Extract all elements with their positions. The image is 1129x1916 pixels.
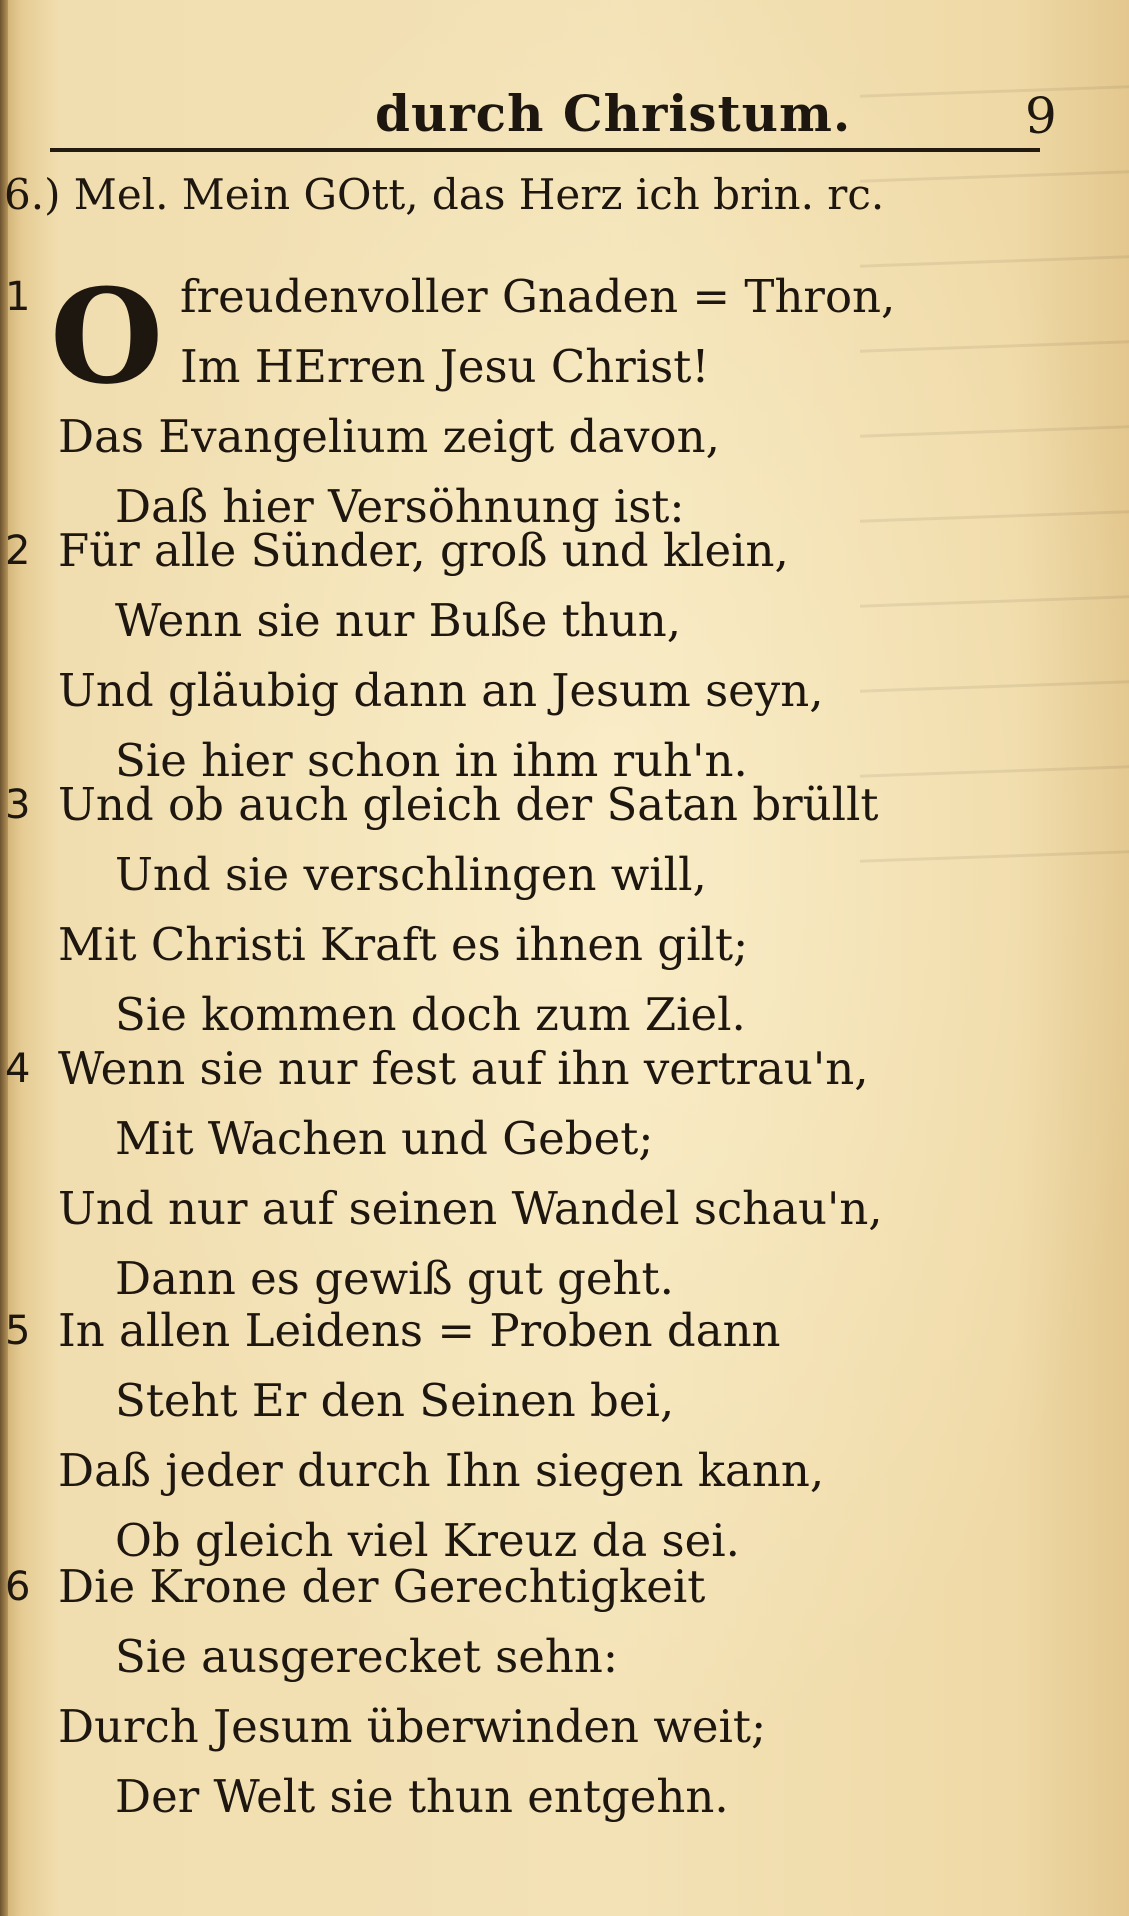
stanza-number: 5 (5, 1308, 31, 1354)
stanza-line: Und gläubig dann an Jesum seyn, (58, 664, 824, 717)
stanza-line: Dann es gewiß gut geht. (115, 1252, 674, 1305)
page-header (50, 82, 1057, 152)
stanza-number: 3 (5, 782, 31, 828)
stanza-line: Und sie verschlingen will, (115, 848, 707, 901)
stanza-line: Ob gleich viel Kreuz da sei. (115, 1514, 740, 1567)
page-number: 9 (1025, 87, 1057, 145)
stanza-line: Und nur auf seinen Wandel schau'n, (58, 1182, 883, 1235)
stanza-line: Mit Wachen und Gebet; (115, 1112, 654, 1165)
stanza-line: Wenn sie nur Buße thun, (115, 594, 682, 647)
drop-cap: O (50, 260, 164, 413)
stanza-line: Und ob auch gleich der Satan brüllt (58, 778, 879, 831)
stanza-number: 2 (5, 528, 31, 574)
running-title: durch Christum. (375, 84, 852, 143)
stanza-number: 6 (5, 1564, 31, 1610)
stanza-line: Steht Er den Seinen bei, (115, 1374, 675, 1427)
stanza-line: Daß jeder durch Ihn siegen kann, (58, 1444, 825, 1497)
stanza-line: Mit Christi Kraft es ihnen gilt; (58, 918, 749, 971)
stanza-line: Im HErren Jesu Christ! (180, 340, 710, 393)
stanza-line: Das Evangelium zeigt davon, (58, 410, 720, 463)
stanza-line: Die Krone der Gerechtigkeit (58, 1560, 706, 1613)
stanza-line: In allen Leidens = Proben dann (58, 1304, 781, 1357)
stanza-line: Sie hier schon in ihm ruh'n. (115, 734, 748, 787)
stanza-number: 1 (5, 274, 31, 320)
header-rule (50, 148, 1040, 152)
stanza-line: Sie ausgerecket sehn: (115, 1630, 618, 1683)
stanza-line: freudenvoller Gnaden = Thron, (180, 270, 896, 323)
stanza-line: Daß hier Versöhnung ist: (115, 480, 685, 533)
melody-line: 6.) Mel. Mein GOtt, das Herz ich brin. rc. (4, 170, 885, 219)
stanza-line: Durch Jesum überwinden weit; (58, 1700, 767, 1753)
stanza-line: Der Welt sie thun entgehn. (115, 1770, 729, 1823)
stanza-line: Für alle Sünder, groß und klein, (58, 524, 789, 577)
stanza-line: Wenn sie nur fest auf ihn vertrau'n, (58, 1042, 869, 1095)
stanza-number: 4 (5, 1046, 31, 1092)
show-through (860, 20, 1129, 1916)
stanza-line: Sie kommen doch zum Ziel. (115, 988, 746, 1041)
